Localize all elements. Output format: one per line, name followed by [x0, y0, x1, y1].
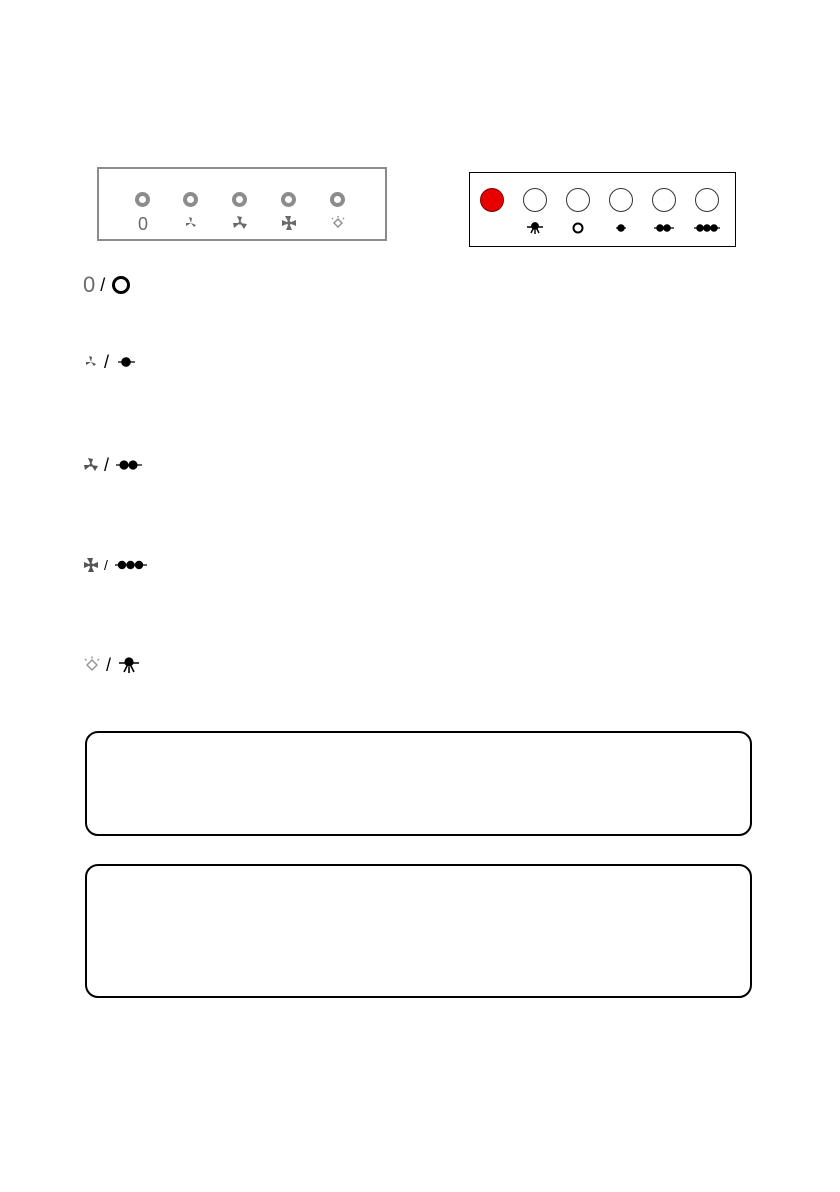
control-panel-a	[97, 167, 387, 241]
legend-separator: /	[104, 352, 110, 372]
legend-separator: /	[106, 655, 112, 675]
off-label: 0	[137, 214, 148, 234]
speed-2-button[interactable]	[652, 188, 676, 212]
speed-2-button[interactable]	[232, 192, 247, 207]
info-box-2	[85, 864, 752, 998]
one-dot-icon	[601, 220, 641, 236]
legend-separator: /	[100, 275, 106, 295]
fan-speed-1-icon	[83, 354, 99, 370]
legend-row-speed-1	[83, 349, 140, 375]
control-panel-b	[469, 172, 736, 247]
one-dot-icon	[114, 354, 140, 370]
power-indicator-button[interactable]	[480, 188, 504, 212]
light-button[interactable]	[330, 192, 345, 207]
zero-digit-icon: 0	[83, 272, 96, 297]
three-dots-icon	[113, 557, 149, 573]
light-sun-icon	[116, 655, 142, 675]
lightbulb-icon	[327, 214, 349, 236]
two-dots-icon	[644, 220, 684, 236]
three-dots-icon	[687, 220, 727, 236]
off-button[interactable]	[135, 192, 150, 207]
lightbulb-icon	[83, 656, 101, 674]
info-box-1	[85, 731, 752, 836]
fan-speed-2-icon	[83, 457, 99, 473]
speed-3-button[interactable]	[281, 192, 296, 207]
speed-1-button[interactable]	[183, 192, 198, 207]
light-sun-icon	[515, 220, 555, 236]
fan-speed-3-icon	[83, 557, 99, 573]
legend-row-speed-3	[83, 552, 149, 578]
fan-speed-3-icon	[278, 214, 300, 236]
legend-row-speed-2	[83, 452, 144, 478]
legend-row-light	[83, 652, 142, 678]
speed-3-button[interactable]	[695, 188, 719, 212]
off-ring-icon	[558, 220, 598, 236]
off-ring-icon	[110, 274, 132, 296]
legend-separator: /	[104, 455, 110, 475]
speed-1-button[interactable]	[609, 188, 633, 212]
fan-speed-2-icon	[229, 214, 251, 236]
legend-separator: /	[104, 557, 108, 573]
off-button[interactable]	[566, 188, 590, 212]
legend-row-off	[83, 272, 132, 298]
two-dots-icon	[114, 457, 144, 473]
fan-speed-1-icon	[180, 214, 202, 236]
light-button[interactable]	[523, 188, 547, 212]
